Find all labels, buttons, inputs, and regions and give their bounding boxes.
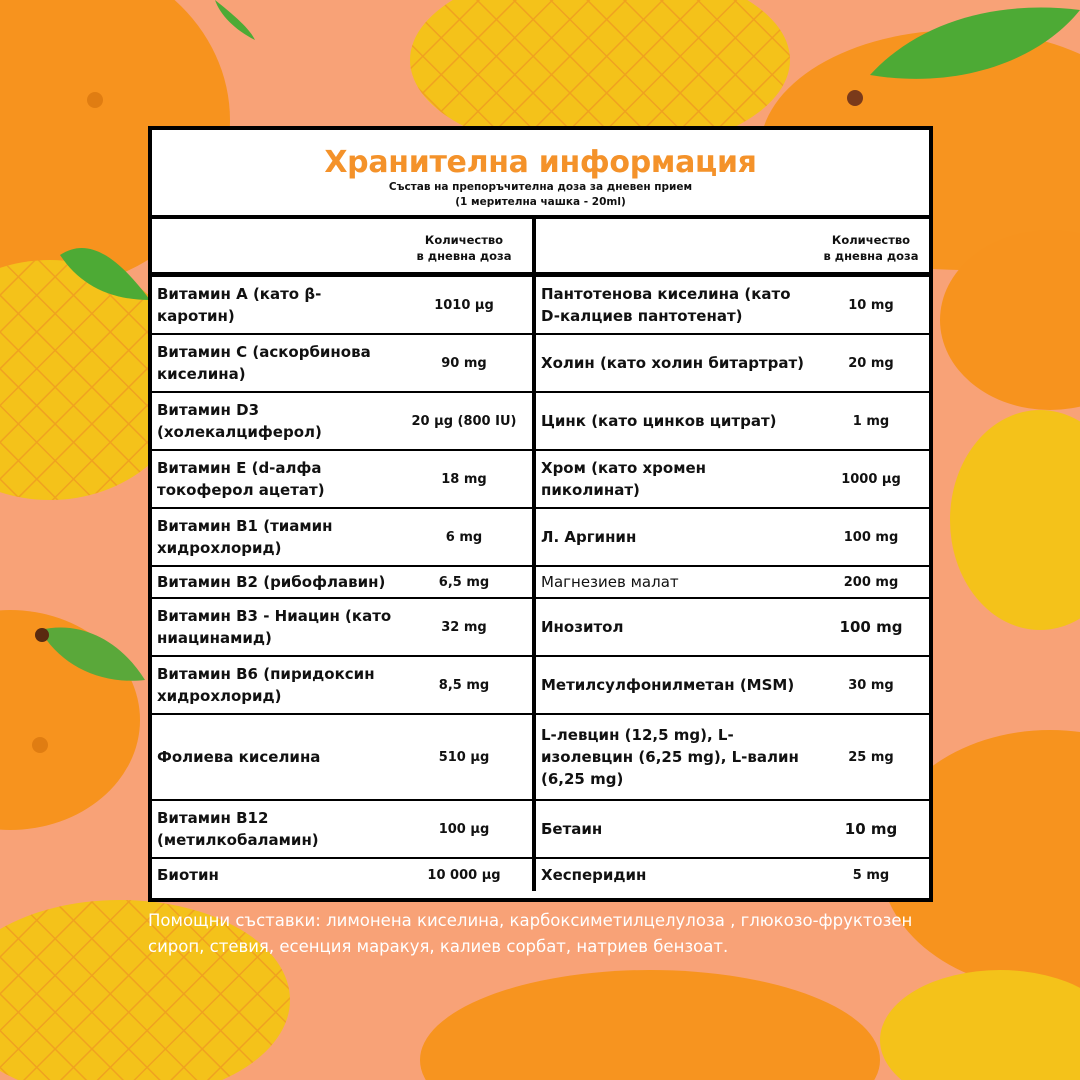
nutrient-amount: 1010 µg: [434, 297, 494, 313]
nutrient-amount: 100 mg: [843, 529, 899, 545]
nutrient-name: Биотин: [157, 866, 219, 884]
nutrient-amount: 200 mg: [843, 574, 899, 590]
table-row: [536, 277, 929, 335]
page-title: Хранителна информация: [324, 145, 757, 180]
table-row: [152, 715, 532, 801]
nutrient-name: Метилсулфонилметан (MSM): [541, 676, 795, 694]
nutrient-name: Холин (като холин битартрат): [541, 354, 805, 372]
nutrient-name: Витамин В12 (метилкобаламин): [157, 809, 319, 849]
nutrient-amount: 1000 µg: [841, 471, 901, 487]
table-row: [536, 451, 929, 509]
nutrient-amount: 10 mg: [848, 297, 894, 313]
nutrient-name: Цинк (като цинков цитрат): [541, 412, 777, 430]
nutrition-header: [152, 130, 929, 219]
subtitle-dose: Състав на препоръчителна доза за дневен прием: [388, 181, 693, 193]
nutrient-name: Витамин В1 (тиамин хидрохлорид): [157, 517, 333, 557]
table-row: [536, 715, 929, 801]
nutrition-table: [152, 219, 929, 891]
nutrient-amount: 6 mg: [445, 529, 483, 545]
nutrient-amount: 510 µg: [438, 749, 490, 765]
table-row: [536, 335, 929, 393]
column-header-amount: Количество в дневна доза: [416, 233, 512, 263]
leaf-top-left: [215, 0, 255, 40]
nutrient-name: Л. Аргинин: [541, 528, 637, 546]
nutrient-amount: 32 mg: [441, 619, 487, 635]
nutrient-amount: 6,5 mg: [438, 574, 490, 590]
table-row: [152, 801, 532, 859]
nutrient-name: Пантотенова киселина (като D-калциев пантотенат): [541, 285, 791, 325]
nutrition-panel: [148, 126, 933, 902]
table-row: [152, 859, 532, 891]
nutrient-amount: 100 mg: [839, 618, 903, 636]
nutrient-name: Хром (като хромен пиколинат): [541, 459, 706, 499]
nutrient-amount: 90 mg: [441, 355, 487, 371]
table-row: [152, 509, 532, 567]
column-header-row-right: [536, 219, 929, 277]
nutrient-amount: 5 mg: [852, 867, 890, 883]
subtitle-measure: (1 мерителна чашка - 20ml): [455, 196, 626, 208]
table-row: [152, 657, 532, 715]
mango-yellow-right: [950, 410, 1080, 630]
table-row: [152, 393, 532, 451]
nutrient-amount: 10 000 µg: [427, 867, 501, 883]
nutrient-name: Инозитол: [541, 618, 624, 636]
nutrient-name: Витамин D3 (холекалциферол): [157, 401, 322, 441]
nutrient-amount: 10 mg: [844, 820, 898, 838]
table-row: [152, 335, 532, 393]
nutrient-amount: 20 mg: [848, 355, 894, 371]
nutrient-amount: 100 µg: [438, 821, 490, 837]
nutrient-name: Бетаин: [541, 820, 603, 838]
column-header-amount: Количество в дневна доза: [823, 233, 919, 263]
table-row: [536, 801, 929, 859]
nutrient-name: Витамин В2 (рибофлавин): [157, 573, 386, 591]
table-row: [536, 393, 929, 451]
nutrient-name: Витамин C (аскорбинова киселина): [157, 343, 371, 383]
nutrient-amount: 25 mg: [848, 749, 894, 765]
table-row: [152, 277, 532, 335]
nutrient-amount: 18 mg: [441, 471, 487, 487]
nutrient-name: Витамин Е (d-алфа токоферол ацетат): [157, 459, 325, 499]
nutrition-column-left: [152, 219, 536, 891]
table-row: [152, 567, 532, 599]
nutrient-name: Витамин А (като β-каротин): [157, 285, 322, 325]
column-header-row-left: [152, 219, 532, 277]
nutrient-name: Витамин В6 (пиридоксин хидрохлорид): [157, 665, 375, 705]
table-row: [152, 451, 532, 509]
table-row: [536, 509, 929, 567]
nutrient-amount: 1 mg: [852, 413, 890, 429]
table-row: [536, 859, 929, 891]
nutrient-name: Хесперидин: [541, 866, 647, 884]
nutrient-name: Фолиева киселина: [157, 748, 321, 766]
nutrient-amount: 20 µg (800 IU): [411, 413, 517, 429]
nutrient-amount: 8,5 mg: [438, 677, 490, 693]
mango-yellow-bottom-right: [880, 970, 1080, 1080]
nutrient-name: L-левцин (12,5 mg), L-изолевцин (6,25 mg), L-валин (6,25 mg): [541, 726, 799, 788]
table-row: [152, 599, 532, 657]
table-row: [536, 657, 929, 715]
table-row: [536, 567, 929, 599]
nutrient-name: Магнезиев малат: [541, 573, 679, 591]
table-row: [536, 599, 929, 657]
nutrient-name: Витамин В3 - Ниацин (като ниацинамид): [157, 607, 392, 647]
excipients-note: Помощни съставки: лимонена киселина, карбоксиметилцелулоза , глюкозо-фруктозен сироп, стевия, есенция маракуя, калиев сорбат, натриев бензоат.: [148, 911, 913, 956]
nutrient-amount: 30 mg: [848, 677, 894, 693]
nutrition-column-right: [536, 219, 929, 891]
mango-orange-bottom-center: [420, 970, 880, 1080]
